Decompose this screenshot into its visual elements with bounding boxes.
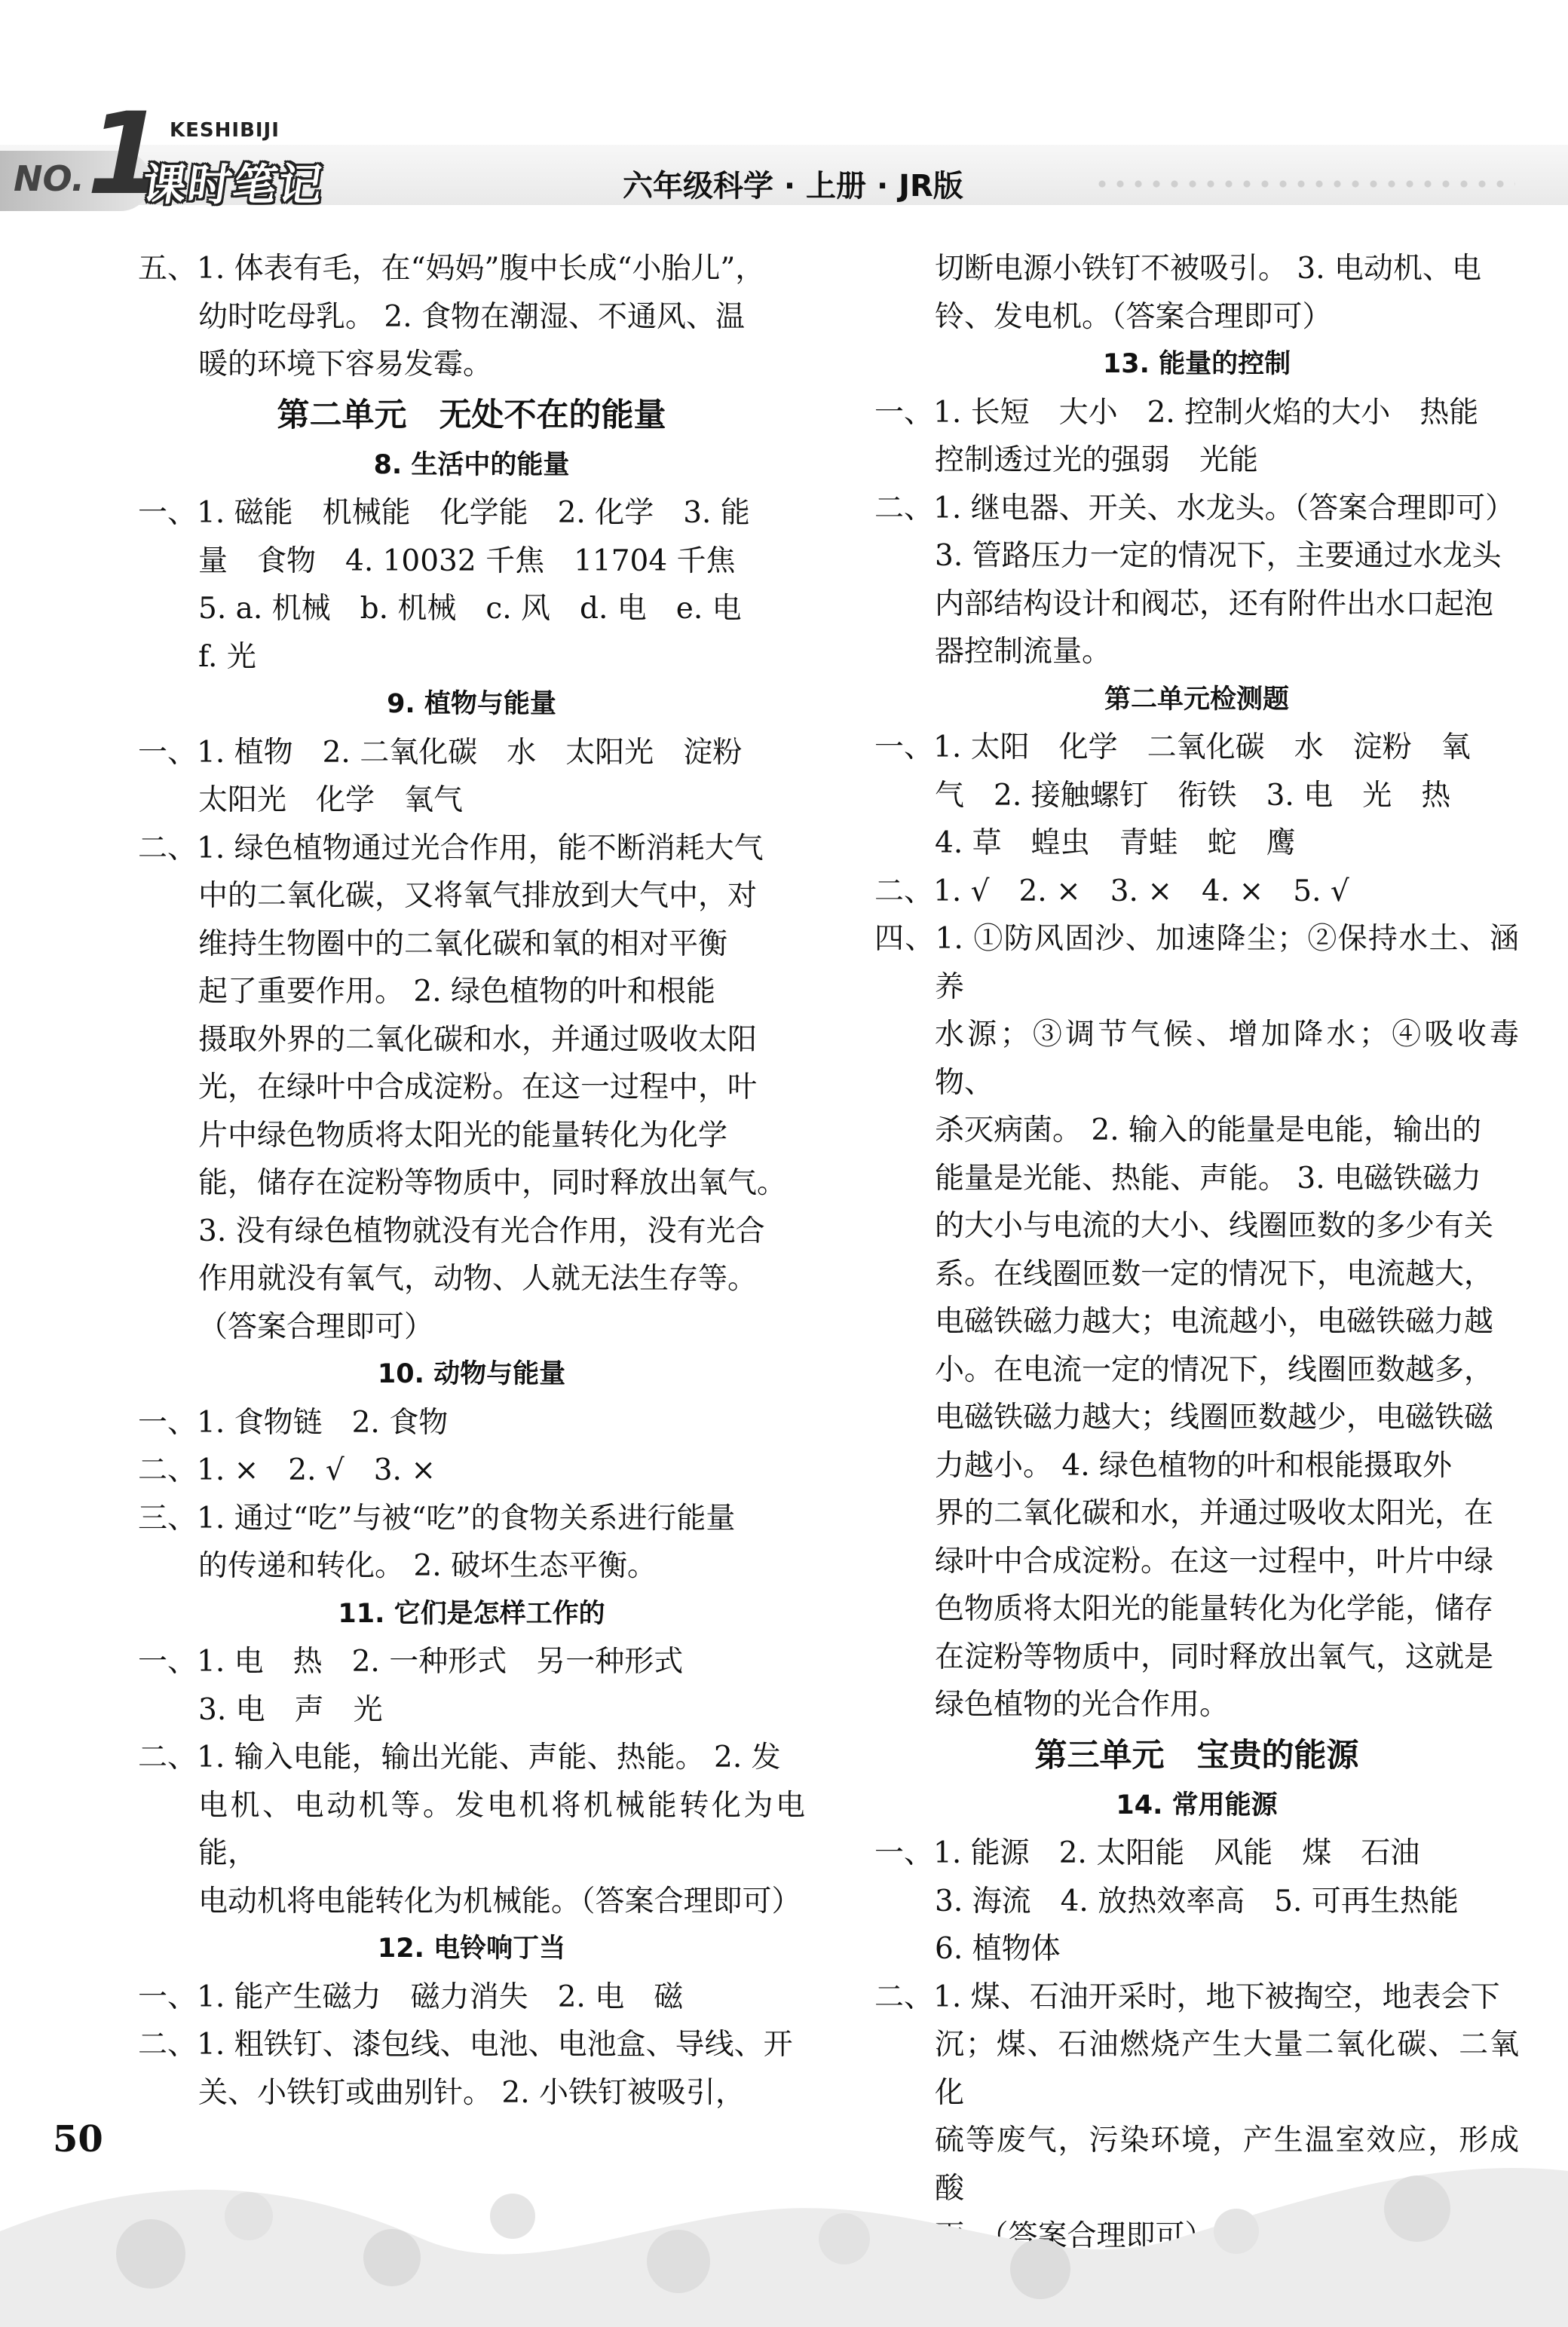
logo-pinyin: KESHIBIJI: [170, 119, 280, 142]
answer-line: 5. a. 机械 b. 机械 c. 风 d. 电 e. 电: [198, 592, 742, 626]
answer-line: 杀灭病菌。 2. 输入的能量是电能，输出的: [935, 1113, 1482, 1147]
answer-line: 电磁铁磁力越大；电流越小，电磁铁磁力越: [935, 1305, 1494, 1339]
page-number: 50: [53, 2118, 103, 2160]
answer-line: 硫等废气，污染环境，产生温室效应，形成酸: [935, 2123, 1519, 2206]
answer-line: 一、1. 长短 大小 2. 控制火焰的大小 热能: [874, 395, 1479, 430]
answer-line: 一、1. 植物 2. 二氧化碳 水 太阳光 淀粉: [138, 735, 743, 770]
answer-line: 的大小与电流的大小、线圈匝数的多少有关: [935, 1209, 1494, 1243]
answer-line: 4. 草 蝗虫 青蛙 蛇 鹰: [935, 826, 1296, 860]
answer-line: 电磁铁磁力越大；线圈匝数越少，电磁铁磁: [935, 1401, 1494, 1434]
answer-line: 电机、电动机等。发电机将机械能转化为电能，: [198, 1788, 805, 1870]
answer-line: 能，储存在淀粉等物质中，同时释放出氧气。: [198, 1166, 787, 1200]
answer-line: 量 食物 4. 10032 千焦 11704 千焦: [198, 543, 736, 578]
answer-line: 内部结构设计和阀芯，还有附件出水口起泡: [935, 586, 1494, 621]
answer-line: 切断电源小铁钉不被吸引。 3. 电动机、电: [935, 252, 1482, 286]
brand-logo: [0, 89, 332, 220]
answer-line: 一、1. 电 热 2. 一种形式 另一种形式: [138, 1645, 684, 1679]
footer-bubbles-decoration: [0, 2126, 1568, 2327]
answer-line: 光，在绿叶中合成淀粉。在这一过程中，叶: [198, 1070, 758, 1104]
answer-line: 三、1. 通过“吃”与被“吃”的食物关系进行能量: [138, 1501, 736, 1536]
lesson-heading: 13. 能量的控制: [1102, 349, 1291, 379]
answer-line: （答案合理即可）: [198, 1309, 434, 1344]
answer-line: 3. 管路压力一定的情况下，主要通过水龙头: [935, 539, 1502, 573]
answer-line: 一、1. 能源 2. 太阳能 风能 煤 石油: [874, 1836, 1420, 1870]
answer-line: 一、1. 能产生磁力 磁力消失 2. 电 磁: [138, 1979, 684, 2014]
answer-line: 3. 电 声 光: [198, 1692, 383, 1727]
answer-line: 二、1. √ 2. × 3. × 4. × 5. √: [874, 874, 1349, 908]
answer-line: 暖的环境下容易发霉。: [198, 348, 493, 381]
answer-line: 一、1. 磁能 机械能 化学能 2. 化学 3. 能: [138, 496, 750, 530]
answer-line: 二、1. 绿色植物通过光合作用，能不断消耗大气: [138, 831, 764, 865]
answer-line: 的传递和转化。 2. 破坏生态平衡。: [198, 1549, 657, 1583]
answer-line: 能量是光能、热能、声能。 3. 电磁铁磁力: [935, 1161, 1482, 1196]
answer-line: 一、1. 太阳 化学 二氧化碳 水 淀粉 氧: [874, 730, 1471, 764]
answer-line: 摄取外界的二氧化碳和水，并通过吸收太阳: [198, 1022, 758, 1057]
logo-title: 课时笔记: [139, 159, 328, 210]
answer-line: 中的二氧化碳，又将氧气排放到大气中，对: [198, 879, 758, 913]
answer-line: 力越小。 4. 绿色植物的叶和根能摄取外: [935, 1448, 1453, 1483]
answer-line: 关、小铁钉或曲别针。 2. 小铁钉被吸引，: [198, 2075, 746, 2110]
answer-line: 起了重要作用。 2. 绿色植物的叶和根能: [198, 975, 716, 1009]
answer-line: 电动机将电能转化为机械能。（答案合理即可）: [198, 1884, 801, 1918]
answer-line: 五、1. 体表有毛，在“妈妈”腹中长成“小胎儿”，: [138, 252, 765, 286]
answer-line: 绿叶中合成淀粉。在这一过程中，叶片中绿: [935, 1544, 1494, 1578]
answer-line: 沉；煤、石油燃烧产生大量二氧化碳、二氧化: [935, 2028, 1519, 2110]
answer-line: 片中绿色物质将太阳光的能量转化为化学: [198, 1118, 728, 1153]
lesson-heading: 10. 动物与能量: [377, 1359, 566, 1389]
lesson-heading: 9. 植物与能量: [387, 689, 556, 719]
answer-line: 气 2. 接触螺钉 衔铁 3. 电 光 热: [935, 778, 1451, 813]
answer-line: 6. 植物体: [935, 1932, 1061, 1966]
answer-line: 绿色植物的光合作用。: [935, 1688, 1230, 1722]
answer-line: 水源；③调节气候、增加降水；④吸收毒物、: [935, 1018, 1519, 1100]
lesson-heading: 14. 常用能源: [1116, 1790, 1278, 1820]
answer-line: 二、1. 粗铁钉、漆包线、电池、电池盒、导线、开: [138, 2028, 793, 2062]
lesson-heading: 8. 生活中的能量: [373, 449, 570, 480]
answer-line: 3. 没有绿色植物就没有光合作用，没有光合: [198, 1214, 765, 1248]
answer-line: 小。在电流一定的情况下，线圈匝数越多，: [935, 1352, 1494, 1387]
answer-line: 一、1. 食物链 2. 食物: [138, 1405, 449, 1440]
answer-line: 器控制流量。: [935, 635, 1112, 669]
answer-line: 色物质将太阳光的能量转化为化学能，储存: [935, 1592, 1494, 1626]
answer-line: 太阳光 化学 氧气: [198, 783, 464, 817]
unit-heading: 第三单元 宝贵的能源: [1034, 1736, 1359, 1774]
book-title: 六年级科学 · 上册 · JR版: [623, 169, 963, 204]
answer-line: 系。在线圈匝数一定的情况下，电流越大，: [935, 1257, 1494, 1291]
answer-line: 二、1. 输入电能，输出光能、声能、热能。 2. 发: [138, 1741, 781, 1774]
answer-line: 维持生物圈中的二氧化碳和氧的相对平衡: [198, 926, 728, 961]
header-dots-decoration: [1093, 179, 1515, 188]
logo-no-text: NO.: [14, 158, 85, 199]
logo-number-one: 1: [87, 89, 166, 220]
answer-line: 在淀粉等物质中，同时释放出氧气，这就是: [935, 1640, 1494, 1674]
lesson-heading: 11. 它们是怎样工作的: [338, 1598, 605, 1629]
answer-line: 二、1. 继电器、开关、水龙头。（答案合理即可）: [874, 491, 1515, 525]
answer-line: f. 光: [198, 639, 256, 674]
left-column: [138, 245, 805, 2117]
answer-line: 作用就没有氧气，动物、人就无法生存等。: [198, 1262, 758, 1296]
answer-line: 二、1. 煤、石油开采时，地下被掏空，地表会下: [874, 1979, 1500, 2014]
answer-line: 幼时吃母乳。 2. 食物在潮湿、不通风、温: [198, 299, 746, 334]
answer-line: 二、1. × 2. √ 3. ×: [138, 1453, 436, 1487]
answer-line: 铃、发电机。（答案合理即可）: [935, 299, 1332, 334]
lesson-heading: 12. 电铃响丁当: [377, 1934, 566, 1964]
answer-line: 3. 海流 4. 放热效率高 5. 可再生热能: [935, 1884, 1459, 1918]
test-heading: 第二单元检测题: [1104, 684, 1289, 715]
right-column: [874, 245, 1519, 2261]
answer-line: 雨。（答案合理即可）: [935, 2219, 1214, 2253]
answer-line: 界的二氧化碳和水，并通过吸收太阳光，在: [935, 1496, 1494, 1530]
answer-line: 控制透过光的强弱 光能: [935, 443, 1259, 477]
unit-heading: 第二单元 无处不在的能量: [277, 396, 666, 434]
answer-line: 四、1. ①防风固沙、加速降尘；②保持水土、涵养: [874, 922, 1519, 1004]
page-header: [0, 0, 1568, 226]
